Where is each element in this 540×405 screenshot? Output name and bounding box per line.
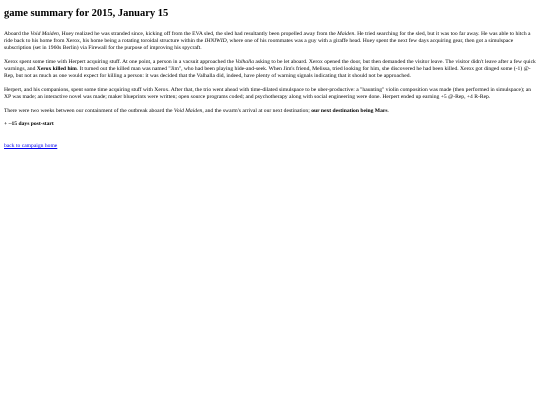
emphasis: our next destination being Mars <box>311 107 388 114</box>
text: , where one of his roommates was a guy with a giraffe head. Huey spent the next few days acquiring gear, then got a simulspace subscription (set in 1960s Berlin) via Firewall for the purpose of improving his spycraft. <box>4 37 514 52</box>
paragraph-xerox <box>4 59 536 81</box>
paragraph-huey <box>4 31 536 53</box>
text: , Huey realized he was stranded since, kicking off from the EVA sled, the sled had resultantly been propelled away from the <box>58 30 338 37</box>
paragraph-herpert: Herpert, and his companions, spent some time acquiring stuff with Xerox. After that, the trio went ahead with time-dilated simulspace to be uber-productive: a "haunting" violin composition was made (then performed in simulspace); an XP was made; an interactive novel was made; maker blueprints were written; open source programs coded; and psychotherapy along with social engineering were done. Herpert ended up earning +5 @-Rep, +4 R-Rep. <box>4 86 532 101</box>
text: Aboard the <box>4 30 31 37</box>
text: . He tried searching for the sled, but it was too far away. He was able to hitch a ride back to his home from Xerox, his home being a rotating toroidal structure within the <box>4 30 531 44</box>
emphasis: Xerox killed him <box>36 66 77 73</box>
ship-name: Maiden <box>337 30 355 37</box>
text: , and the swarm's arrival at our next destination; <box>202 107 312 114</box>
text: Xerox spent some time with Herpert acquiring stuff. At one point, a person in a vacsuit approached the <box>4 58 236 65</box>
location-name: IHNIWID <box>204 37 227 44</box>
time-marker: + ~15 days post-start <box>4 120 54 127</box>
back-to-campaign-home-link[interactable]: back to campaign home <box>4 142 58 149</box>
ship-name: Void Maiden <box>30 30 59 37</box>
paragraph-transit <box>4 108 536 115</box>
text: asking to be let aboard. Xerox opened the door, but then demanded the visitor leave. The visitor didn't leave after a few quick warnings, and <box>4 58 536 73</box>
ship-name: Void Maiden <box>173 107 203 114</box>
text: There were two weeks between our containment of the outbreak aboard the <box>4 107 174 114</box>
ship-name: Valhalla <box>235 58 255 65</box>
page <box>0 0 540 152</box>
text: . It turned out the killed man was named "Jim", who had been playing hide-and-seek. When Jim's friend, Melissa, tried looking for him, she discovered he had been killed. Xerox got dinged some (-1) @-Rep, but not as much as one would expect for killing a person: it was decided that the Valhalla did, indeed, have plenty of warning signals indicating that it should not be approached. <box>4 66 531 80</box>
page-title: game summary for 2015, January 15 <box>4 8 169 19</box>
text: . <box>387 107 389 114</box>
